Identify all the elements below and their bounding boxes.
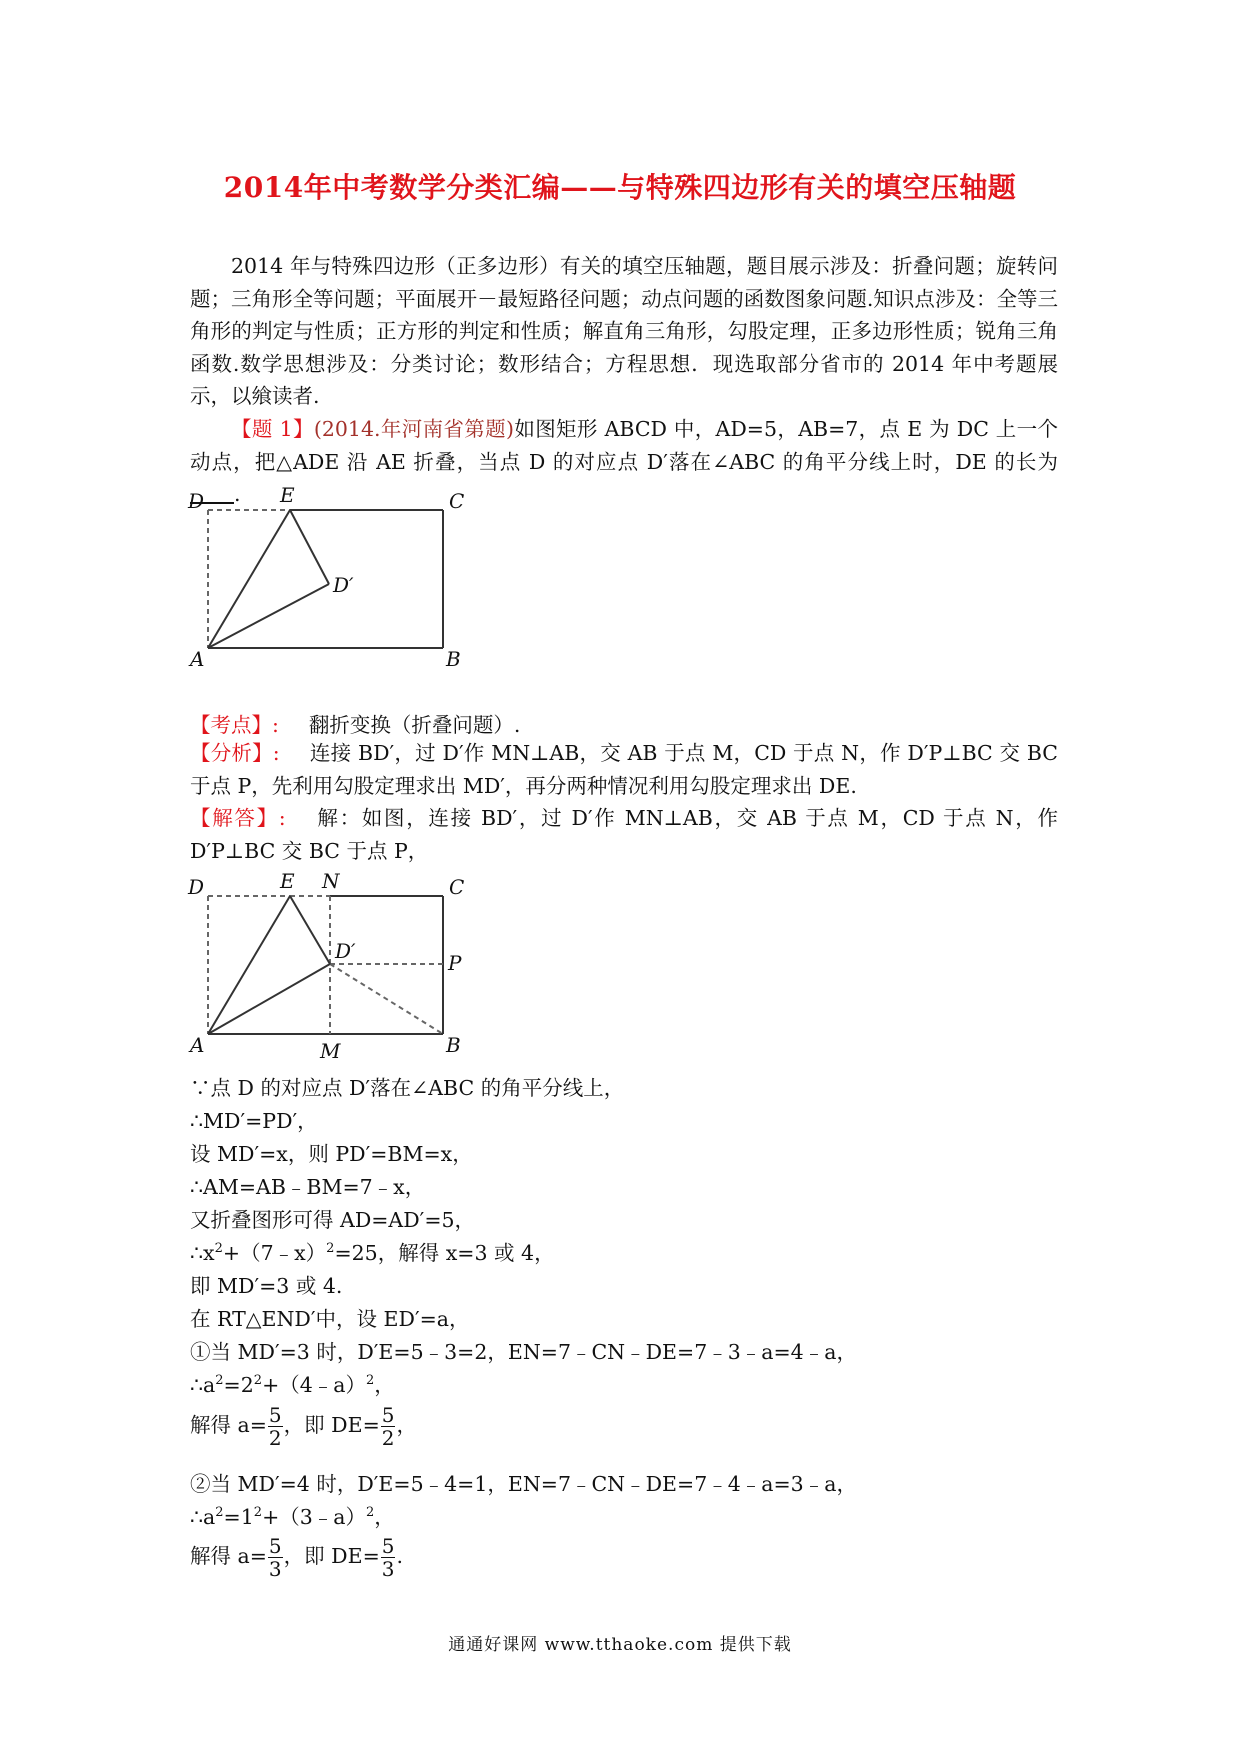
solution-line-9-case-1: ①当 MD′=3 时，D′E=5﹣3=2，EN=7﹣CN﹣DE=7﹣3﹣a=4﹣a， — [190, 1340, 857, 1364]
solution-line-1: ∵点 D 的对应点 D′落在∠ABC 的角平分线上， — [190, 1076, 625, 1100]
segment-edp — [290, 896, 330, 964]
label-e: E — [280, 869, 295, 893]
solution-line-14: 解得 a= $\frac{5}{3}$ ，即 DE= $\frac{5}{3}$ . — [190, 1534, 404, 1581]
problem-text: 如图矩形 ABCD 中，AD=5，AB=7，点 E 为 DC 上一个动点，把△ADE 沿 AE 折叠，当点 D 的对应点 D′落在∠ABC 的角平分线上时，DE 的长为 — [190, 417, 1058, 474]
kaodian-text: 翻折变换（折叠问题）. — [308, 713, 521, 737]
kaodian — [190, 708, 520, 738]
label-e: E — [280, 483, 295, 507]
page-title: 2014年中考数学分类汇编——与特殊四边形有关的填空压轴题 — [223, 171, 1017, 204]
label-a: A — [190, 1033, 205, 1057]
jieda — [190, 802, 1058, 867]
footer-credit: 通通好课网 www.tthaoke.com 提供下载 — [448, 1635, 792, 1655]
fraction-5-2: $\frac{5}{2}$ — [381, 1403, 395, 1450]
jieda-label: 【解答】: — [190, 806, 286, 830]
solution-line-8: 在 RT△END′中，设 ED′=a， — [190, 1307, 470, 1331]
label-d-prime: D′ — [333, 573, 354, 597]
label-p: P — [448, 951, 462, 975]
label-d: D — [188, 489, 205, 513]
label-d: D — [188, 875, 205, 899]
label-c: C — [449, 875, 465, 899]
figure-1-rectangle-diagram — [180, 480, 480, 670]
solution-line-2: ∴MD′=PD′， — [190, 1109, 318, 1133]
solution-line-3: 设 MD′=x，则 PD′=BM=x， — [190, 1142, 473, 1166]
fenxi-text: 连接 BD′，过 D′作 MN⊥AB，交 AB 于点 M，CD 于点 N，作 D′P⊥BC 交 BC 于点 P，先利用勾股定理求出 MD′，再分两种情况利用勾股定理求出 DE. — [190, 741, 1058, 798]
solution-line-7: 即 MD′=3 或 4. — [190, 1274, 343, 1298]
fenxi — [190, 737, 1058, 802]
fraction-5-3: $\frac{5}{3}$ — [381, 1534, 395, 1581]
intro-paragraph: 2014 年与特殊四边形（正多边形）有关的填空压轴题，题目展示涉及：折叠问题；旋转问题；三角形全等问题；平面展开－最短路径问题；动点问题的函数图象问题.知识点涉及：全等三角形的判定与性质；正方形的判定和性质；解直角三角形，勾股定理，正多边形性质；锐角三角函数.数学思想涉及：分类讨论；数形结合；方程思想．现选取部分省市的 2014 年中考题展示，以飨读者. — [190, 254, 1058, 408]
fenxi-label: 【分析】: — [190, 741, 280, 765]
kaodian-label: 【考点】: — [190, 713, 279, 737]
fraction-5-3: $\frac{5}{3}$ — [268, 1534, 282, 1581]
solution-line-6: $\therefore x^2+(7﹣x)^2=25$，解得 x=3 或 4， — [190, 1241, 555, 1265]
solution-line-4: ∴AM=AB﹣BM=7﹣x， — [190, 1175, 426, 1199]
label-m: M — [320, 1039, 341, 1063]
label-d-prime: D′ — [335, 939, 356, 963]
label-c: C — [449, 489, 465, 513]
segment-adp — [208, 964, 330, 1034]
problem-tag: 【题 1】 — [231, 417, 314, 441]
figure-2-solution-diagram — [180, 866, 480, 1066]
label-b: B — [446, 1033, 461, 1057]
problem-source: (2014.年河南省第题) — [313, 417, 514, 441]
label-n: N — [322, 869, 340, 893]
dashed-segment-dpb — [330, 964, 443, 1034]
solution-line-13: $\therefore a^2=1^2+(3﹣a)^2$， — [190, 1505, 395, 1529]
fraction-5-2: $\frac{5}{2}$ — [268, 1403, 282, 1450]
problem-end: . — [234, 482, 241, 506]
label-b: B — [446, 647, 461, 670]
segment-ae — [208, 896, 290, 1034]
label-a: A — [190, 647, 205, 670]
solution-line-11: 解得 a= $\frac{5}{2}$ ，即 DE= $\frac{5}{2}$ ， — [190, 1403, 417, 1450]
solution-line-12-case-2: ②当 MD′=4 时，D′E=5﹣4=1，EN=7﹣CN﹣DE=7﹣4﹣a=3﹣a， — [190, 1472, 857, 1496]
jieda-text: 解：如图，连接 BD′，过 D′作 MN⊥AB，交 AB 于点 M，CD 于点 N，作 D′P⊥BC 交 BC 于点 P， — [190, 806, 1058, 863]
solution-line-10: $\therefore a^2=2^2+(4﹣a)^2$， — [190, 1373, 395, 1397]
solution-line-5: 又折叠图形可得 AD=AD′=5， — [190, 1208, 476, 1232]
segment-edp — [290, 510, 329, 584]
